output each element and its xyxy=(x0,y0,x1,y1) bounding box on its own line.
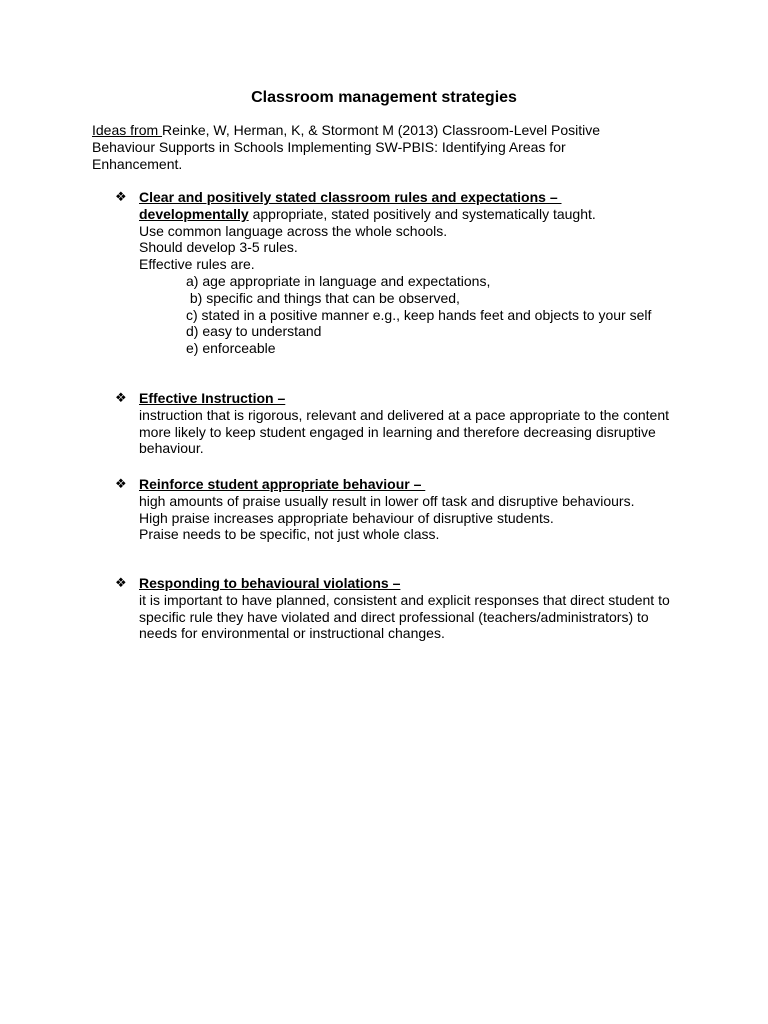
section-line: Use common language across the whole schools. xyxy=(139,222,448,239)
rule-item: e) enforceable xyxy=(186,340,276,357)
section-heading-continued: developmentally xyxy=(139,205,249,222)
section-heading: Reinforce student appropriate behaviour – xyxy=(139,476,426,492)
intro-citation: Reinke, W, Herman, K, & Stormont M (2013) Classroom-Level Positive Behaviour Supports in Schools Implementing SW-PBIS: Identifying Areas for Enhancement. xyxy=(92,122,601,172)
rule-item: c) stated in a positive manner e.g., keep hands feet and objects to your self xyxy=(186,306,652,323)
section-heading: Clear and positively stated classroom rules and expectations – xyxy=(139,189,562,205)
section-heading: Responding to behavioural violations – xyxy=(139,575,401,591)
section-rules xyxy=(115,189,685,357)
rule-item: b) specific and things that can be observed, xyxy=(186,289,460,306)
section-line: high amounts of praise usually result in lower off task and disruptive behaviours. xyxy=(139,492,635,509)
bullet-diamond-icon: ❖ xyxy=(115,476,127,491)
bullet-diamond-icon: ❖ xyxy=(115,390,127,405)
intro-paragraph xyxy=(92,122,652,172)
section-violations xyxy=(115,575,685,642)
section-line: Should develop 3-5 rules. xyxy=(139,239,298,256)
intro-lead: Ideas from xyxy=(92,122,163,138)
section-instruction xyxy=(115,390,685,457)
section-line: High praise increases appropriate behaviour of disruptive students. xyxy=(139,509,554,526)
section-line: Effective rules are. xyxy=(139,256,255,273)
section-heading: Effective Instruction – xyxy=(139,390,286,406)
section-line: Praise needs to be specific, not just whole class. xyxy=(139,526,440,543)
section-heading-tail: appropriate, stated positively and systematically taught. xyxy=(248,205,596,222)
section-reinforce xyxy=(115,476,685,543)
section-line: it is important to have planned, consistent and explicit responses that direct student to specific rule they have violated and direct professional (teachers/administrators) to needs for environmental or instructional changes. xyxy=(139,591,670,642)
rule-item: d) easy to understand xyxy=(186,323,322,340)
rule-item: a) age appropriate in language and expectations, xyxy=(186,272,491,289)
page-title: Classroom management strategies xyxy=(251,89,517,106)
bullet-diamond-icon: ❖ xyxy=(115,189,127,204)
section-line: instruction that is rigorous, relevant and delivered at a pace appropriate to the content more likely to keep student engaged in learning and therefore decreasing disruptive behaviour. xyxy=(139,406,669,457)
bullet-diamond-icon: ❖ xyxy=(115,575,127,590)
